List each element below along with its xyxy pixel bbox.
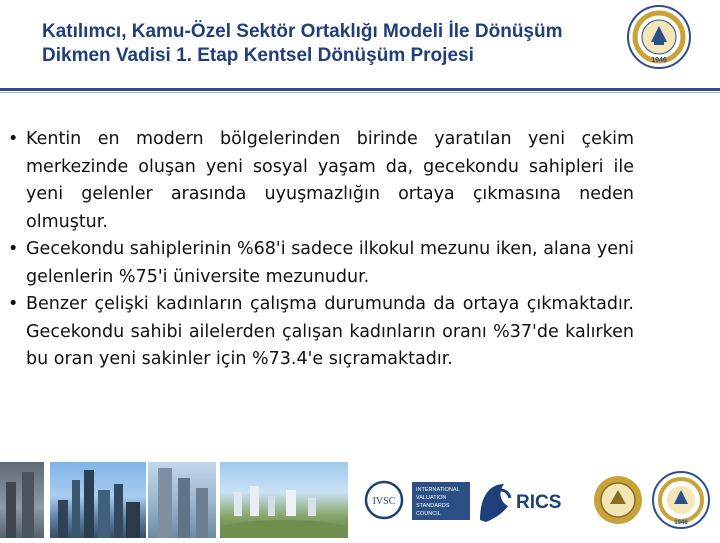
city-photo-1 bbox=[0, 462, 44, 538]
header-divider bbox=[0, 88, 720, 91]
partner-seal-logo bbox=[590, 462, 646, 538]
footer-seal-year: 1946 bbox=[674, 520, 688, 526]
bullet-item-3 bbox=[8, 291, 634, 374]
bullet-text: Benzer çelişki kadınların çalışma durumunda da ortaya çıkmaktadır. Gecekondu sahibi ailelerden çalışan kadınların oranı %37'de kalırken bu oran yeni sakinler için %73.4'e sıçramaktadır. bbox=[26, 294, 634, 369]
header-divider-thin bbox=[0, 92, 720, 93]
title-line-1: Katılımcı, Kamu-Özel Sektör Ortaklığı Modeli İle Dönüşüm bbox=[42, 21, 563, 42]
city-photo-3 bbox=[148, 462, 216, 538]
bullet-list bbox=[8, 126, 634, 374]
ivsc-mark: IVSC bbox=[372, 496, 396, 507]
university-seal-logo-footer bbox=[650, 462, 712, 538]
ivsc-text-4: COUNCIL bbox=[416, 511, 441, 517]
seal-year: 1946 bbox=[651, 57, 667, 64]
bullet-text: Gecekondu sahiplerinin %68'i sadece ilkokul mezunu iken, alana yeni gelenlerin %75'i üniversite mezunudur. bbox=[26, 239, 634, 287]
bullet-item-1 bbox=[8, 126, 634, 236]
title-line-2: Dikmen Vadisi 1. Etap Kentsel Dönüşüm Projesi bbox=[42, 45, 474, 66]
ivsc-text-2: VALUATION bbox=[416, 495, 447, 501]
bullet-marker: • bbox=[8, 294, 19, 314]
city-photo-2 bbox=[50, 462, 146, 538]
city-photo-4 bbox=[220, 462, 348, 538]
university-seal-logo bbox=[626, 4, 692, 70]
rics-label: RICS bbox=[516, 492, 562, 513]
bullet-marker: • bbox=[8, 239, 19, 259]
ivsc-logo bbox=[362, 462, 472, 538]
ivsc-text-1: INTERNATIONAL bbox=[416, 487, 460, 493]
bullet-item-2 bbox=[8, 236, 634, 291]
rics-logo bbox=[474, 462, 584, 538]
bullet-marker: • bbox=[8, 129, 19, 149]
ivsc-text-3: STANDARDS bbox=[416, 503, 450, 509]
slide-title bbox=[42, 20, 662, 68]
bullet-text: Kentin en modern bölgelerinden birinde yaratılan yeni çekim merkezinde oluşan yeni sosyal yaşam da, gecekondu sahipleri ile yeni gelenler arasında uyuşmazlığın ortaya çıkmasına neden olmuştur. bbox=[26, 129, 634, 232]
